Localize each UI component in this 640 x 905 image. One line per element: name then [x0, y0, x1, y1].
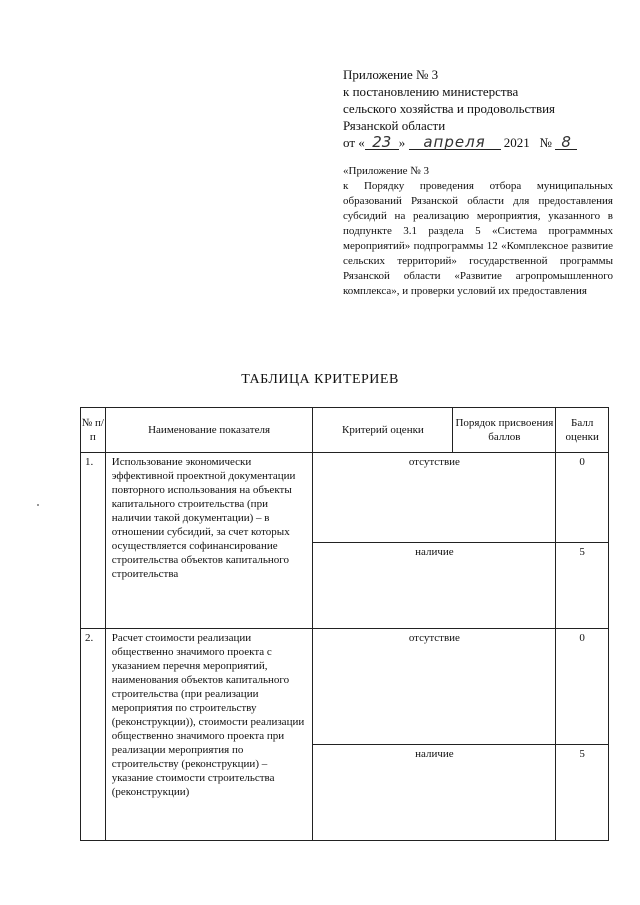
- criterion-value: отсутствие: [313, 629, 556, 745]
- row-number: 1.: [81, 453, 106, 629]
- appendix-header: [343, 66, 613, 151]
- header-order: Порядок присвоения баллов: [453, 408, 556, 453]
- indicator-name: Использование экономически эффективной проектной документации повторного использования на объекты капитального строительства (при наличии такой документации) – в отношении субсидий, за счет которых осуществляется софинансирование строительства объектов капитального строительства: [105, 453, 313, 629]
- procedure-appendix-title: «Приложение № 3: [343, 165, 430, 177]
- score-value: 5: [556, 745, 609, 841]
- score-value: 0: [556, 453, 609, 543]
- appendix-line-4: Рязанской области: [343, 118, 446, 133]
- row-number: 2.: [81, 629, 106, 841]
- handwritten-month: апреля: [409, 135, 501, 150]
- appendix-line-2: к постановлению министерства: [343, 84, 519, 99]
- date-year: 2021: [503, 135, 530, 150]
- handwritten-number: 8: [555, 135, 577, 150]
- scan-speck: [37, 504, 39, 506]
- table-row: [81, 629, 609, 745]
- criterion-value: наличие: [313, 745, 556, 841]
- score-value: 5: [556, 543, 609, 629]
- header-num: № п/п: [81, 408, 106, 453]
- header-criterion: Критерий оценки: [313, 408, 453, 453]
- criteria-table: [80, 407, 609, 841]
- criterion-value: отсутствие: [313, 453, 556, 543]
- handwritten-day: 23: [365, 135, 399, 150]
- procedure-reference: [343, 164, 613, 299]
- number-sign: №: [539, 135, 552, 150]
- header-name: Наименование показателя: [105, 408, 313, 453]
- procedure-appendix-text: к Порядку проведения отбора муниципальных образований Рязанской области для предоставления субсидий на реализацию мероприятия, указанного в подпункте 3.1 раздела 5 «Система программных мероприятий» подпрограммы 12 «Комплексное развитие сельских территорий» государственной программы Рязанской области «Развитие агропромышленного комплекса», и проверки условий их предоставления: [343, 180, 613, 297]
- score-value: 0: [556, 629, 609, 745]
- appendix-title: Приложение № 3: [343, 67, 439, 82]
- indicator-name: Расчет стоимости реализации общественно значимого проекта с указанием перечня мероприятий, наименования объектов капитального строительства (при реализации мероприятия по строительству (реконструкции)), стоимости реализации общественно значимого проекта при реализации мероприятия по строительству (реконструкции) – указание стоимости строительства (реконструкции): [105, 629, 313, 841]
- table-row: [81, 453, 609, 543]
- appendix-line-3: сельского хозяйства и продовольствия: [343, 101, 556, 116]
- criterion-value: наличие: [313, 543, 556, 629]
- table-title: ТАБЛИЦА КРИТЕРИЕВ: [241, 372, 399, 387]
- decree-date-line: [343, 134, 613, 151]
- header-score: Балл оценки: [556, 408, 609, 453]
- table-header-row: [81, 408, 609, 453]
- date-quote-close: »: [398, 135, 406, 150]
- date-prefix: от «: [343, 135, 365, 150]
